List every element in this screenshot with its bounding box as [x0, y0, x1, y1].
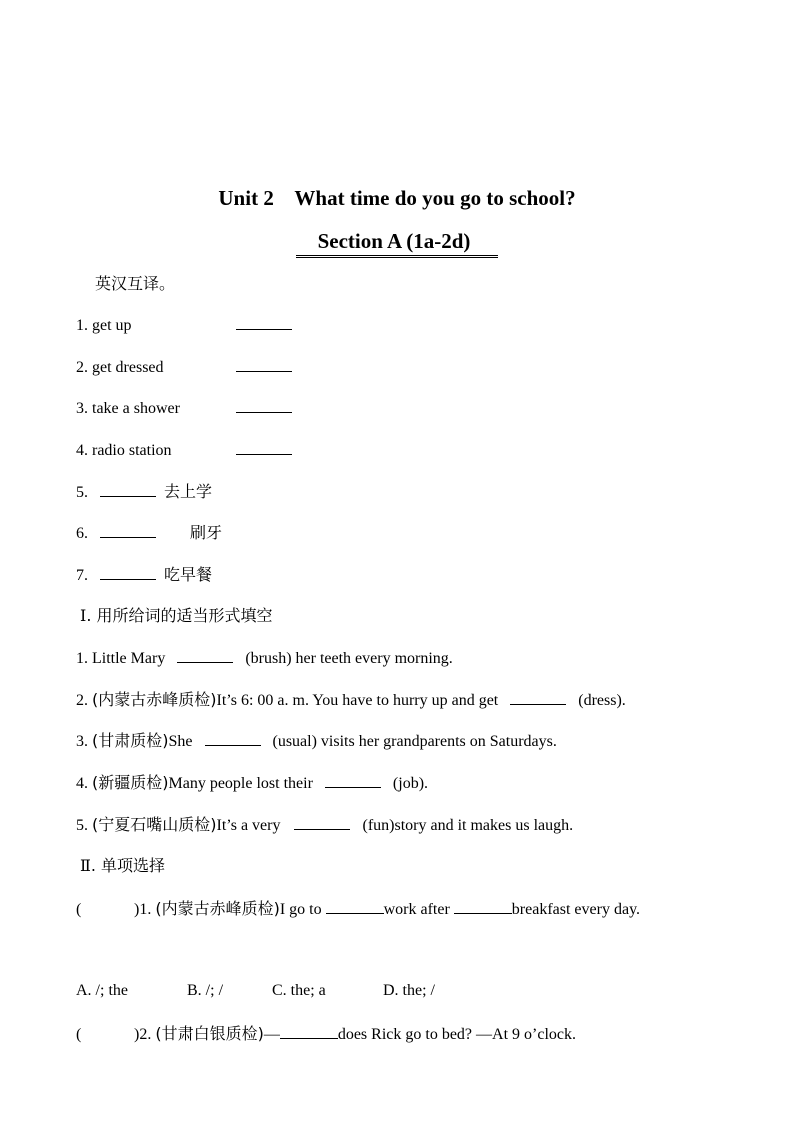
option-c[interactable]: C. the; a [272, 982, 326, 999]
item-text-before: Little Mary [92, 650, 166, 667]
item-number: 2. [76, 692, 88, 709]
item-text-before: It’s a very [216, 817, 281, 834]
question-blank [326, 899, 384, 914]
question-text-1: I go to [279, 901, 322, 918]
item-source: (甘肃质检) [92, 731, 169, 750]
translation-item-7 [76, 565, 212, 586]
item-term: 吃早餐 [164, 565, 213, 584]
fill-item-1 [76, 648, 453, 669]
translation-instruction: 英汉互译。 [95, 274, 176, 293]
item-term: 刷牙 [190, 523, 223, 542]
question-source: (内蒙古赤峰质检) [155, 899, 280, 918]
translation-item-2 [76, 357, 296, 378]
section-numeral: Ⅱ [80, 858, 91, 875]
translation-item-5 [76, 482, 212, 503]
option-a[interactable]: A. /; the [76, 982, 128, 999]
section-2-heading [80, 856, 165, 877]
item-term: take a shower [92, 400, 180, 417]
question-text-2: work after [383, 901, 450, 918]
item-term: radio station [92, 442, 172, 459]
answer-blank[interactable] [236, 398, 292, 413]
item-text-before: She [168, 733, 193, 750]
translation-item-6 [76, 523, 222, 544]
question-blank [280, 1024, 338, 1039]
item-text-after: (job). [392, 775, 429, 792]
item-number: 1. [76, 650, 88, 667]
fill-item-2 [76, 690, 626, 711]
item-text-after: (dress). [578, 692, 626, 709]
answer-paren-open[interactable]: ( [76, 1026, 82, 1043]
item-number: 7. [76, 567, 88, 584]
option-b[interactable]: B. /; / [187, 982, 224, 999]
item-source: (内蒙古赤峰质检) [92, 690, 217, 709]
question-blank [454, 899, 512, 914]
answer-blank[interactable] [100, 523, 156, 538]
choice-question-2 [76, 1024, 576, 1045]
item-source: (宁夏石嘴山质检) [92, 815, 217, 834]
item-text-after: (brush) her teeth every morning. [245, 650, 453, 667]
answer-blank[interactable] [510, 690, 566, 705]
question-number: )1. [134, 901, 152, 918]
answer-blank[interactable] [236, 440, 292, 455]
answer-blank[interactable] [325, 773, 381, 788]
item-text-before: It’s 6: 00 a. m. You have to hurry up and get [216, 692, 499, 709]
fill-item-3 [76, 731, 557, 752]
item-number: 6. [76, 525, 88, 542]
question-number: )2. [134, 1026, 152, 1043]
section-numeral: Ⅰ [80, 608, 87, 625]
answer-blank[interactable] [100, 482, 156, 497]
question-text-3: breakfast every day. [511, 901, 641, 918]
item-term: 去上学 [164, 482, 213, 501]
answer-blank[interactable] [205, 731, 261, 746]
answer-blank[interactable] [236, 357, 292, 372]
answer-blank[interactable] [236, 315, 292, 330]
answer-blank[interactable] [100, 565, 156, 580]
page-title: Unit 2 What time do you go to school? [218, 186, 576, 210]
item-number: 4. [76, 442, 88, 459]
question-text-1: — [263, 1026, 280, 1043]
section-subtitle: Section A (1a-2d) [296, 229, 499, 258]
item-term: get dressed [92, 359, 164, 376]
item-text-after: (usual) visits her grandparents on Saturdays. [272, 733, 557, 750]
item-number: 2. [76, 359, 88, 376]
translation-item-4 [76, 440, 296, 461]
answer-paren-open[interactable]: ( [76, 901, 82, 918]
item-number: 5. [76, 817, 88, 834]
item-number: 1. [76, 317, 88, 334]
item-number: 3. [76, 400, 88, 417]
choice-options-1 [76, 981, 435, 1001]
item-source: (新疆质检) [92, 773, 169, 792]
question-text-2: does Rick go to bed? —At 9 o’clock. [337, 1026, 576, 1043]
item-text-after: (fun)story and it makes us laugh. [362, 817, 574, 834]
translation-item-1 [76, 315, 296, 336]
subtitle-container [0, 229, 794, 258]
option-d[interactable]: D. the; / [383, 982, 435, 999]
item-number: 3. [76, 733, 88, 750]
item-term: get up [92, 317, 132, 334]
question-source: (甘肃白银质检) [155, 1024, 264, 1043]
choice-question-1 [76, 899, 640, 920]
translation-item-3 [76, 398, 296, 419]
section-heading-text: . 用所给词的适当形式填空 [86, 606, 273, 625]
answer-blank[interactable] [177, 648, 233, 663]
item-number: 4. [76, 775, 88, 792]
answer-blank[interactable] [294, 815, 350, 830]
fill-item-4 [76, 773, 428, 794]
item-text-before: Many people lost their [168, 775, 313, 792]
fill-item-5 [76, 815, 573, 836]
section-1-heading [80, 606, 273, 627]
section-heading-text: . 单项选择 [90, 856, 166, 875]
item-number: 5. [76, 484, 88, 501]
